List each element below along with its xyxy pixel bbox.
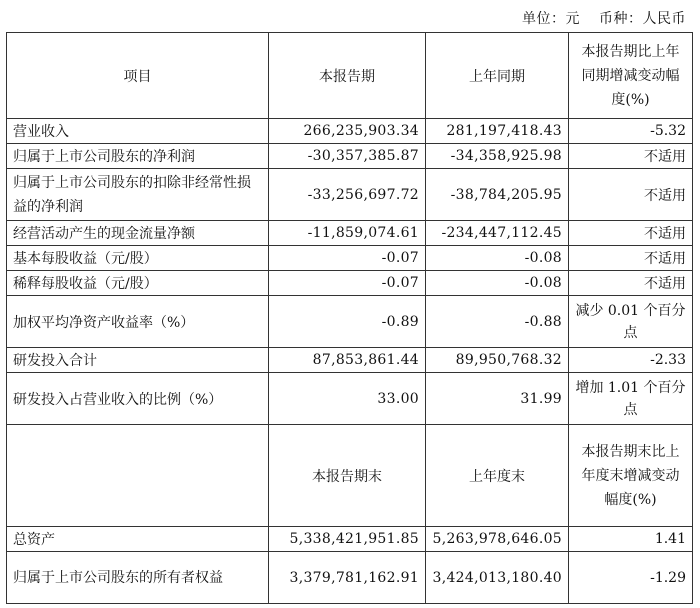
row-change: 不适用 [569,144,693,169]
row-change: 不适用 [569,246,693,271]
row-change: 1.41 [569,527,693,552]
row-change: 增加 1.01 个百分点 [569,373,693,425]
unit-currency-line [520,8,686,28]
row-item: 归属于上市公司股东的扣除非经常性损益的净利润 [7,169,269,221]
row-item: 归属于上市公司股东的所有者权益 [7,552,269,604]
table-row [7,552,693,604]
row-item: 加权平均净资产收益率（%） [7,296,269,348]
unit-label: 单位：元 [522,11,581,27]
row-item: 研发投入占营业收入的比例（%） [7,373,269,425]
row-change: -2.33 [569,348,693,373]
row-current: 87,853,861.44 [269,348,426,373]
row-current: 5,338,421,951.85 [269,527,426,552]
row-item: 总资产 [7,527,269,552]
row-change: 不适用 [569,271,693,296]
row-prior: -234,447,112.45 [426,221,569,246]
financial-data-table [6,32,693,604]
table-row [7,169,693,221]
header-change-pct [569,33,693,119]
table-row [7,221,693,246]
table-row [7,246,693,271]
row-prior: 5,263,978,646.05 [426,527,569,552]
row-change: 不适用 [569,221,693,246]
header-current-period: 本报告期 [269,33,426,119]
row-change: 减少 0.01 个百分点 [569,296,693,348]
table-row [7,119,693,144]
subheader-period-end: 本报告期末 [269,425,426,527]
table-row [7,348,693,373]
row-current: 33.00 [269,373,426,425]
table-row [7,144,693,169]
subheader-empty [7,425,269,527]
row-current: 3,379,781,162.91 [269,552,426,604]
row-change: -5.32 [569,119,693,144]
table-subheader-row [7,425,693,527]
row-current: -11,859,074.61 [269,221,426,246]
subheader-change-pct [569,425,693,527]
subheader-prior-year-end: 上年度末 [426,425,569,527]
row-current: -33,256,697.72 [269,169,426,221]
row-item: 基本每股收益（元/股） [7,246,269,271]
row-current: -0.07 [269,271,426,296]
row-prior: -0.88 [426,296,569,348]
row-current: -0.07 [269,246,426,271]
row-item: 稀释每股收益（元/股） [7,271,269,296]
header-prior-period: 上年同期 [426,33,569,119]
row-prior: -38,784,205.95 [426,169,569,221]
row-item: 研发投入合计 [7,348,269,373]
row-prior: 89,950,768.32 [426,348,569,373]
currency-label: 币种：人民币 [599,11,686,27]
header-item: 项目 [7,33,269,119]
table-header-row [7,33,693,119]
row-item: 营业收入 [7,119,269,144]
row-current: -0.89 [269,296,426,348]
table-row [7,271,693,296]
table-row [7,373,693,425]
table-row [7,527,693,552]
row-change: -1.29 [569,552,693,604]
row-prior: -0.08 [426,246,569,271]
row-prior: 281,197,418.43 [426,119,569,144]
row-current: -30,357,385.87 [269,144,426,169]
row-prior: -0.08 [426,271,569,296]
table-row [7,296,693,348]
row-change: 不适用 [569,169,693,221]
row-prior: 3,424,013,180.40 [426,552,569,604]
subheader-change-text: 本报告期末比上年度末增减变动幅度(%) [581,443,680,508]
header-change-text: 本报告期比上年同期增减变动幅度(%) [581,43,680,108]
row-item: 经营活动产生的现金流量净额 [7,221,269,246]
row-current: 266,235,903.34 [269,119,426,144]
row-prior: -34,358,925.98 [426,144,569,169]
row-prior: 31.99 [426,373,569,425]
row-item: 归属于上市公司股东的净利润 [7,144,269,169]
